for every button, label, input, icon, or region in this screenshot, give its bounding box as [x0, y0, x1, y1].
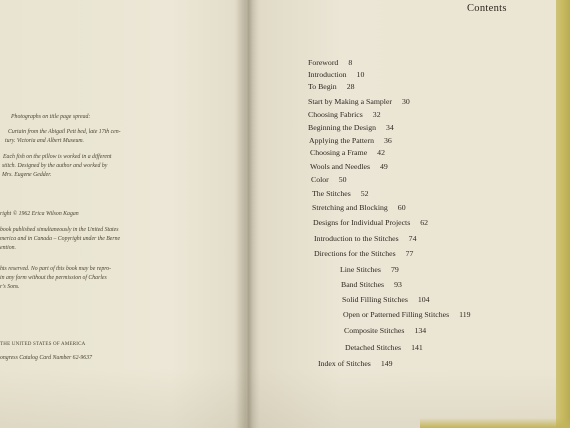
toc-entry — [343, 310, 471, 320]
toc-entry — [314, 249, 413, 259]
toc-page-number: 74 — [408, 234, 417, 243]
toc-page-number: 134 — [414, 326, 427, 335]
copyright-line: hts reserved. No part of this book may be repro- — [0, 266, 112, 272]
toc-page-number: 79 — [390, 265, 399, 274]
toc-title: Index of Stitches — [318, 359, 371, 368]
copyright-line: Photographs on title page spread: — [11, 114, 91, 120]
toc-entry — [312, 203, 406, 213]
toc-page-number: 10 — [356, 70, 365, 79]
toc-entry — [311, 175, 347, 185]
toc-title: Choosing a Frame — [310, 148, 368, 157]
contents-page — [262, 0, 556, 428]
toc-page-number: 149 — [380, 359, 393, 368]
toc-page-number: 32 — [372, 110, 381, 119]
toc-page-number: 36 — [383, 136, 392, 145]
toc-page-number: 104 — [417, 295, 430, 304]
copyright-line: right © 1962 Erica Wilson Kagan — [0, 211, 79, 217]
toc-entry — [318, 359, 393, 369]
copyright-line: in any form without the permission of Charles — [0, 275, 107, 281]
toc-entry — [341, 280, 402, 290]
toc-title: Band Stitches — [341, 280, 385, 289]
catalog-card-line: ongress Catalog Card Number 62-9637 — [0, 355, 93, 361]
toc-title: Foreword — [308, 58, 339, 67]
copyright-line: book published simultaneously in the United States — [0, 227, 119, 233]
toc-page-number: 30 — [402, 97, 410, 106]
toc-page-number: 52 — [360, 189, 369, 198]
toc-entry — [313, 218, 428, 228]
toc-title: Choosing Fabrics — [308, 110, 363, 119]
toc-entry — [345, 343, 423, 353]
toc-title: Open or Patterned Filling Stitches — [343, 310, 450, 319]
toc-entry — [308, 82, 355, 92]
toc-entry — [308, 58, 352, 68]
toc-title: Applying the Pattern — [309, 136, 374, 145]
copyright-line: Curtain from the Abigail Pett bed, late 17th cen- — [8, 129, 121, 135]
printed-in-line: THE UNITED STATES OF AMERICA — [0, 342, 86, 347]
toc-entry — [310, 148, 385, 158]
toc-title: Introduction to the Stitches — [314, 234, 399, 243]
copyright-line: tury. Victoria and Albert Museum. — [5, 138, 85, 144]
page-title: Contents — [467, 3, 507, 14]
toc-entry — [310, 162, 388, 172]
toc-title: Line Stitches — [340, 265, 381, 274]
toc-title: Directions for the Stitches — [314, 249, 396, 258]
toc-entry — [340, 265, 399, 275]
toc-title: Composite Stitches — [344, 326, 405, 335]
toc-entry — [308, 123, 394, 133]
copyright-line: merica and in Canada – Copyright under the Berne — [0, 236, 121, 242]
toc-page-number: 119 — [459, 310, 471, 319]
toc-entry — [314, 234, 416, 244]
copyright-page — [0, 0, 236, 428]
toc-entry — [312, 189, 369, 199]
toc-page-number: 8 — [348, 58, 353, 67]
toc-title: Color — [311, 175, 329, 184]
toc-page-number: 93 — [394, 280, 402, 289]
toc-title: Introduction — [308, 70, 347, 79]
toc-page-number: 50 — [338, 175, 347, 184]
toc-title: The Stitches — [312, 189, 351, 198]
yellow-cover-edge — [556, 0, 570, 428]
toc-entry — [342, 295, 430, 305]
book-gutter — [236, 0, 260, 428]
toc-entry — [309, 136, 392, 146]
toc-page-number: 141 — [411, 343, 423, 352]
toc-title: Beginning the Design — [308, 123, 376, 132]
copyright-line: Each fish on the pillow is worked in a different — [3, 154, 112, 160]
toc-entry — [308, 97, 410, 107]
toc-title: Solid Filling Stitches — [342, 295, 408, 304]
copyright-line: stitch. Designed by the author and worked by — [2, 163, 108, 169]
toc-entry — [308, 110, 381, 120]
toc-page-number: 42 — [377, 148, 385, 157]
toc-title: Designs for Individual Projects — [313, 218, 411, 227]
toc-title: To Begin — [308, 82, 337, 91]
toc-title: Wools and Needles — [310, 162, 370, 171]
toc-page-number: 77 — [405, 249, 414, 258]
toc-title: Stretching and Blocking — [312, 203, 388, 212]
toc-page-number: 62 — [420, 218, 429, 227]
toc-page-number: 28 — [346, 82, 355, 91]
toc-page-number: 60 — [397, 203, 406, 212]
toc-page-number: 49 — [380, 162, 388, 171]
copyright-line: ention. — [0, 245, 16, 251]
toc-title: Detached Stitches — [345, 343, 402, 352]
toc-entry — [308, 70, 364, 80]
copyright-line: r's Sons. — [0, 284, 20, 290]
toc-page-number: 34 — [386, 123, 394, 132]
toc-title: Start by Making a Sampler — [308, 97, 393, 106]
toc-entry — [344, 326, 426, 336]
copyright-line: Mrs. Eugene Gedder. — [2, 172, 52, 178]
